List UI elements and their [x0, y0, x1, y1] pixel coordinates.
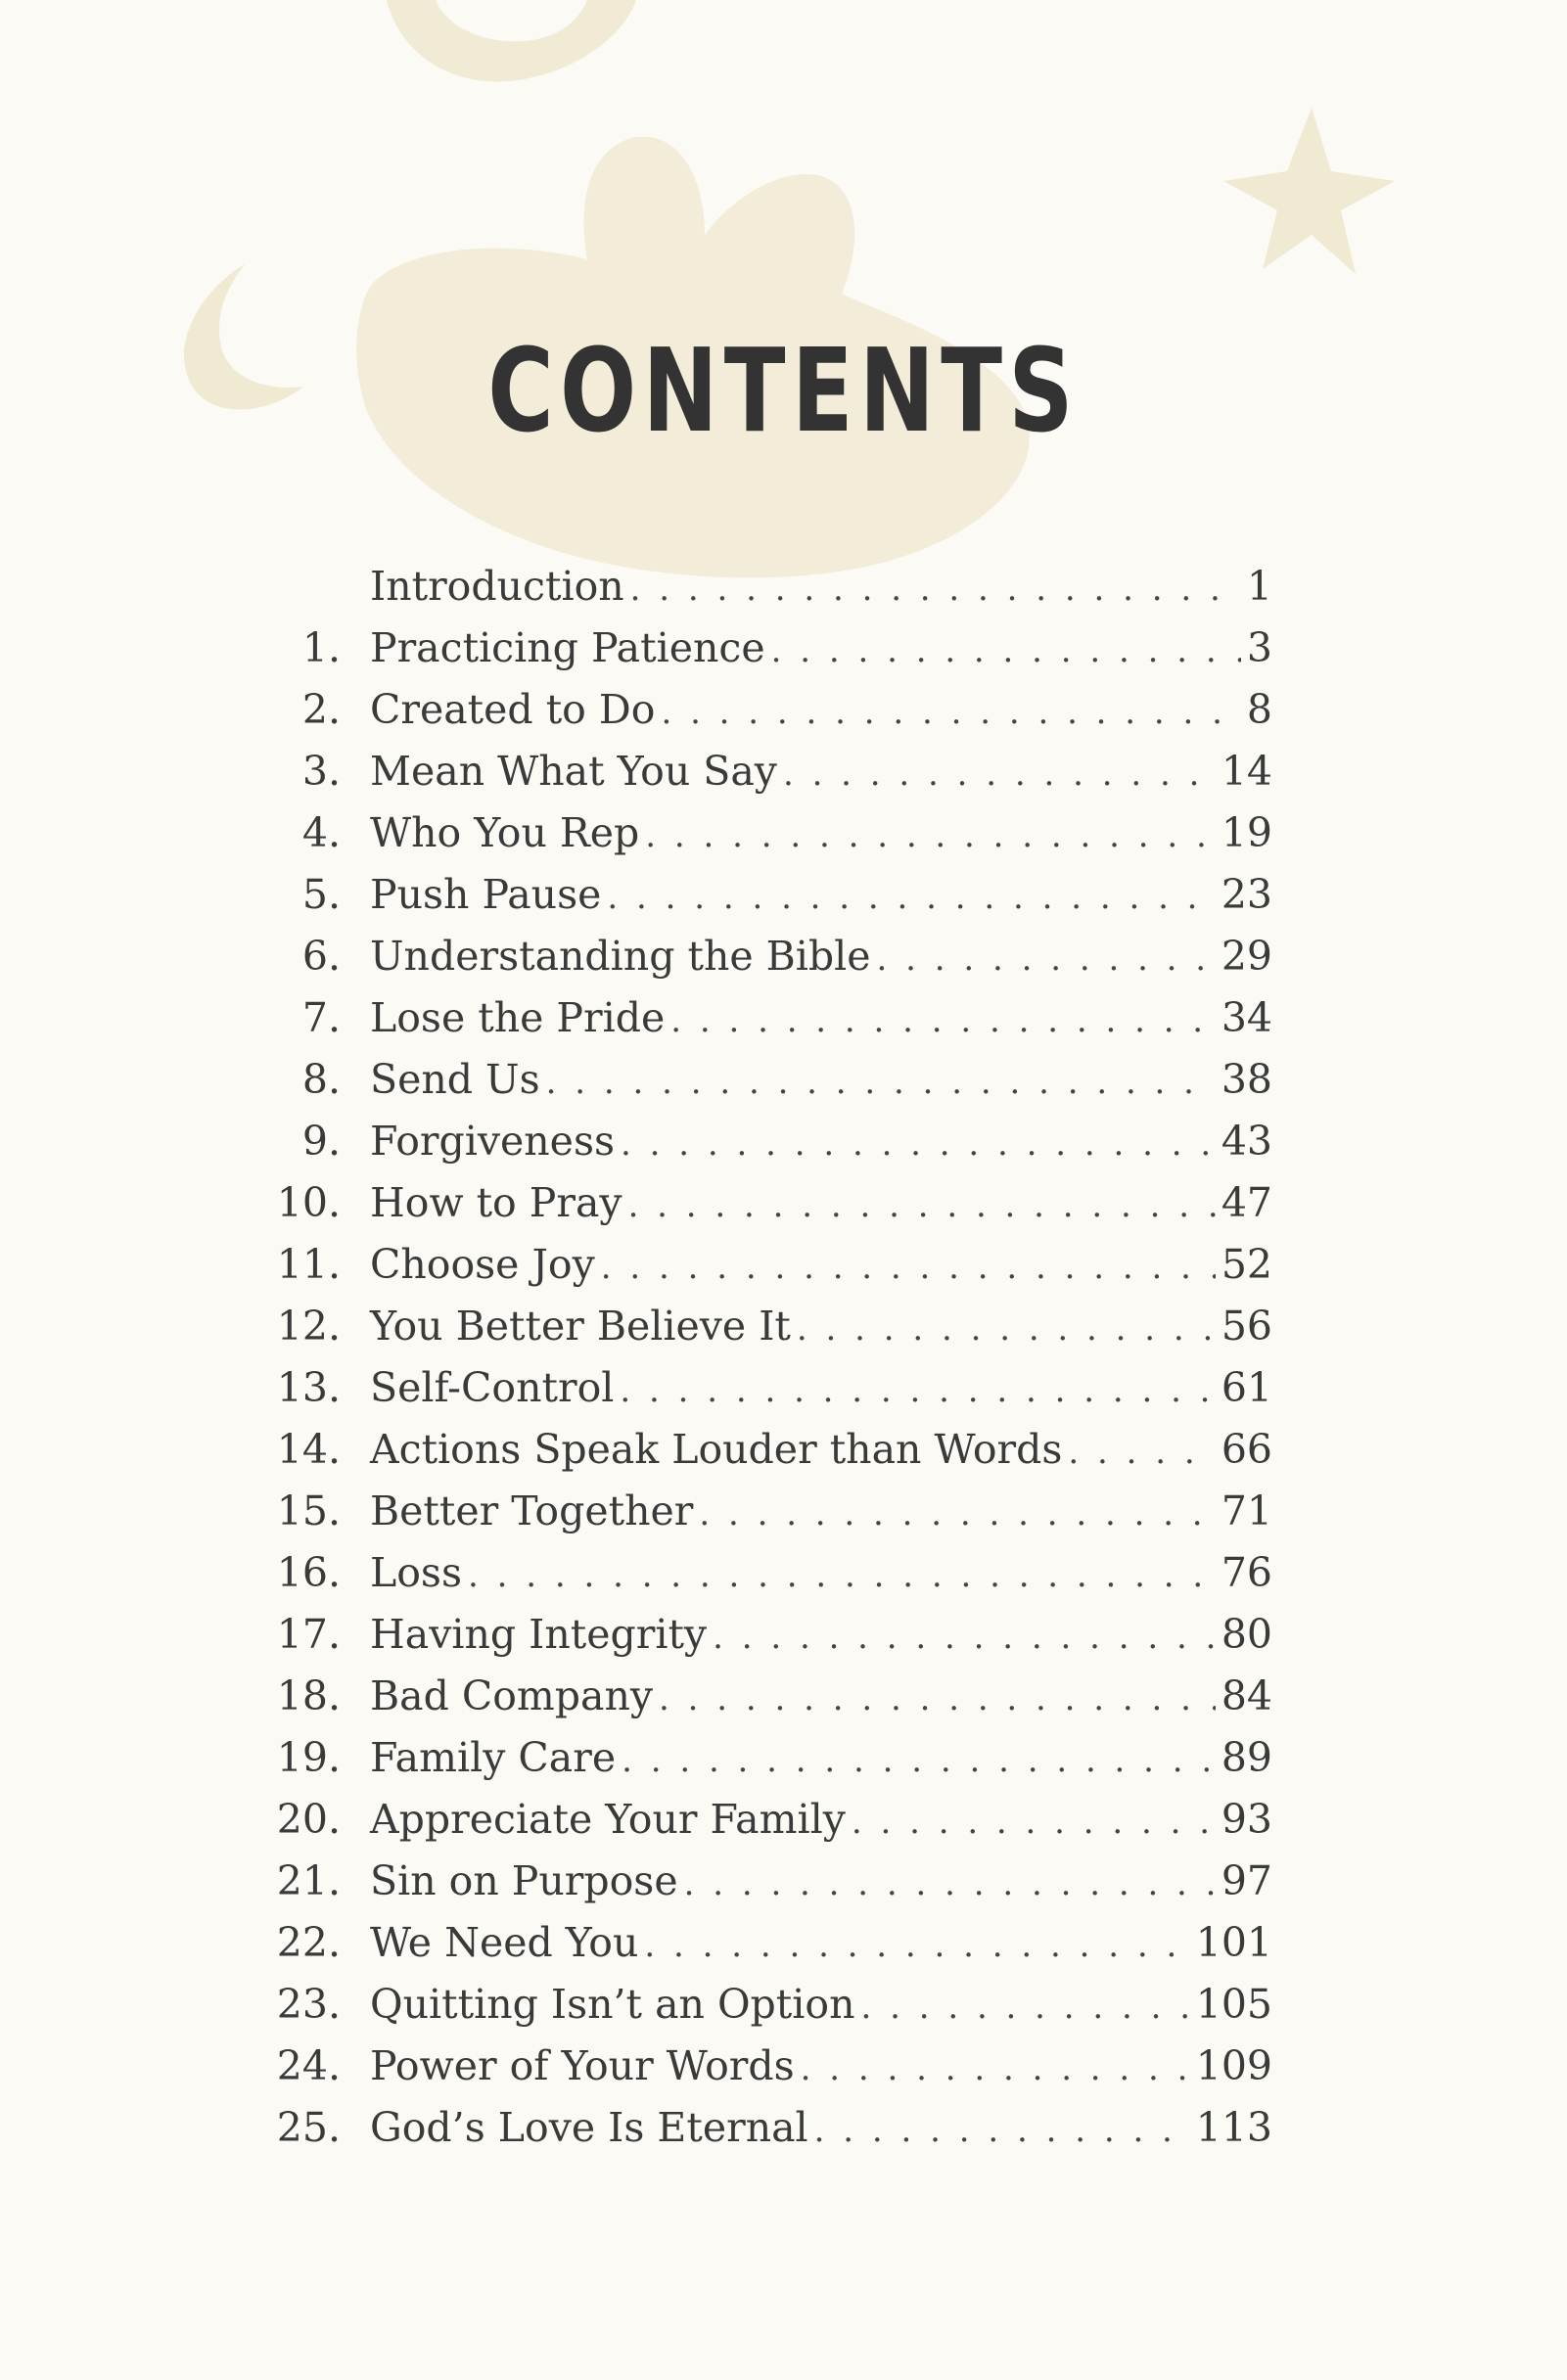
toc-entry-number: 2. [301, 686, 341, 733]
toc-entry-number: 12. [276, 1303, 341, 1350]
toc-entry-title: Appreciate Your Family [370, 1796, 846, 1843]
toc-entry-page: 101 [1195, 1919, 1272, 1966]
toc-entry [264, 1542, 1272, 1604]
toc-entry-number: 14. [276, 1426, 341, 1473]
toc-entry-title: Created to Do [370, 686, 656, 733]
dot-leader [684, 1854, 1216, 1915]
toc-entry-page: 61 [1221, 1364, 1272, 1411]
dot-leader [699, 1484, 1215, 1545]
dot-leader [630, 559, 1241, 620]
dot-leader [601, 1237, 1216, 1299]
toc-entry-number: 25. [276, 2104, 341, 2151]
toc-entry-title: Understanding the Bible [370, 933, 871, 980]
toc-entry-title: You Better Believe It [370, 1303, 791, 1350]
toc-entry-number: 20. [276, 1796, 341, 1843]
dot-leader [621, 1114, 1216, 1175]
ring-shape-icon [387, 0, 636, 81]
toc-entry [264, 2036, 1272, 2097]
toc-entry-number: 18. [276, 1672, 341, 1719]
toc-entry [264, 1912, 1272, 1974]
toc-entry [264, 556, 1272, 618]
toc-entry-title: God’s Love Is Eternal [370, 2104, 808, 2151]
toc-entry-title: Practicing Patience [370, 624, 765, 671]
dot-leader [713, 1607, 1216, 1669]
toc-entry-page: 80 [1221, 1611, 1272, 1658]
toc-entry-title: Forgiveness [370, 1118, 616, 1165]
dot-leader [877, 929, 1216, 990]
toc-entry-number: 24. [276, 2042, 341, 2089]
toc-entry-title: Send Us [370, 1056, 540, 1103]
toc-entry-number: 1. [301, 624, 341, 671]
toc-entry-title: How to Pray [370, 1179, 622, 1226]
toc-entry [264, 926, 1272, 987]
toc-entry [264, 1851, 1272, 1912]
dot-leader [852, 1792, 1216, 1854]
toc-entry-title: Bad Company [370, 1672, 654, 1719]
toc-entry [264, 1296, 1272, 1357]
toc-entry-title: Actions Speak Louder than Words [370, 1426, 1063, 1473]
toc-entry-number: 3. [301, 748, 341, 795]
toc-entry-number: 19. [276, 1734, 341, 1781]
toc-entry [264, 1789, 1272, 1851]
toc-entry-page: 66 [1221, 1426, 1272, 1473]
toc-entry-page: 38 [1221, 1056, 1272, 1103]
toc-entry-number: 5. [301, 871, 341, 918]
toc-entry-title: We Need You [370, 1919, 639, 1966]
toc-entry-page: 23 [1221, 871, 1272, 918]
toc-entry-number: 8. [301, 1056, 341, 1103]
toc-entry [264, 864, 1272, 926]
dot-leader [620, 1360, 1215, 1422]
toc-entry [264, 1049, 1272, 1111]
toc-entry-page: 29 [1221, 933, 1272, 980]
toc-entry-page: 93 [1221, 1796, 1272, 1843]
toc-entry-page: 109 [1195, 2042, 1272, 2089]
toc-entry [264, 741, 1272, 802]
toc-entry [264, 802, 1272, 864]
toc-entry [264, 1727, 1272, 1789]
dot-leader [659, 1669, 1216, 1730]
dot-leader [670, 990, 1216, 1052]
toc-entry-page: 52 [1221, 1241, 1272, 1288]
dot-leader [814, 2100, 1190, 2162]
toc-entry [264, 1419, 1272, 1481]
toc-entry-page: 14 [1221, 748, 1272, 795]
toc-entry [264, 1974, 1272, 2036]
toc-entry-number: 11. [276, 1241, 341, 1288]
toc-entry [264, 679, 1272, 741]
dot-leader [546, 1052, 1216, 1114]
toc-entry-number: 16. [276, 1549, 341, 1596]
toc-entry-page: 84 [1221, 1672, 1272, 1719]
toc-entry-page: 97 [1221, 1857, 1272, 1904]
toc-entry-page: 1 [1246, 563, 1272, 610]
toc-entry [264, 1111, 1272, 1172]
toc-entry-number: 9. [301, 1118, 341, 1165]
toc-entry [264, 1604, 1272, 1666]
dot-leader [628, 1175, 1216, 1237]
page-title: CONTENTS [487, 323, 1080, 458]
dot-leader [1068, 1422, 1215, 1484]
toc-entry-page: 34 [1221, 994, 1272, 1041]
toc-entry-title: Quitting Isn’t an Option [370, 1981, 855, 2028]
toc-entry-number: 23. [276, 1981, 341, 2028]
toc-entry [264, 1666, 1272, 1727]
dot-leader [860, 1977, 1189, 2038]
toc-entry-title: Lose the Pride [370, 994, 666, 1041]
dot-leader [797, 1299, 1216, 1360]
toc-entry [264, 1357, 1272, 1419]
table-of-contents [264, 556, 1272, 2159]
toc-entry-page: 3 [1246, 624, 1272, 671]
toc-entry-title: Sin on Purpose [370, 1857, 678, 1904]
toc-entry [264, 2097, 1272, 2159]
dot-leader [644, 1915, 1189, 1977]
toc-entry-title: Family Care [370, 1734, 617, 1781]
toc-entry [264, 1172, 1272, 1234]
toc-entry-page: 105 [1195, 1981, 1272, 2028]
toc-entry [264, 1234, 1272, 1296]
dot-leader [645, 805, 1216, 867]
toc-entry-page: 43 [1221, 1118, 1272, 1165]
toc-entry-page: 71 [1221, 1488, 1272, 1534]
toc-entry-page: 8 [1246, 686, 1272, 733]
toc-entry-number: 10. [276, 1179, 341, 1226]
toc-entry-title: Push Pause [370, 871, 602, 918]
toc-entry-page: 113 [1195, 2104, 1272, 2151]
dot-leader [783, 744, 1216, 805]
dot-leader [661, 682, 1240, 744]
toc-entry-page: 19 [1221, 809, 1272, 856]
toc-entry-number: 22. [276, 1919, 341, 1966]
toc-entry-page: 56 [1221, 1303, 1272, 1350]
toc-entry-title: Choose Joy [370, 1241, 595, 1288]
toc-entry [264, 987, 1272, 1049]
toc-entry-number: 17. [276, 1611, 341, 1658]
dot-leader [622, 1730, 1216, 1792]
dot-leader [801, 2038, 1190, 2100]
star-icon [1223, 108, 1395, 274]
toc-entry-title: Better Together [370, 1488, 694, 1534]
toc-entry-title: Mean What You Say [370, 748, 777, 795]
toc-entry-title: Self-Control [370, 1364, 615, 1411]
toc-entry-number: 6. [301, 933, 341, 980]
toc-entry-number: 7. [301, 994, 341, 1041]
toc-entry-page: 89 [1221, 1734, 1272, 1781]
toc-entry-title: Who You Rep [370, 809, 640, 856]
toc-entry-number: 4. [301, 809, 341, 856]
toc-entry-number: 13. [276, 1364, 341, 1411]
toc-entry-title: Having Integrity [370, 1611, 708, 1658]
toc-entry-title: Introduction [370, 563, 624, 610]
toc-entry [264, 1481, 1272, 1542]
toc-entry-page: 76 [1221, 1549, 1272, 1596]
toc-entry-number: 15. [276, 1488, 341, 1534]
toc-entry [264, 618, 1272, 679]
dot-leader [468, 1545, 1216, 1607]
toc-entry-title: Power of Your Words [370, 2042, 795, 2089]
toc-entry-number: 21. [276, 1857, 341, 1904]
dot-leader [771, 620, 1241, 682]
toc-entry-page: 47 [1221, 1179, 1272, 1226]
toc-entry-title: Loss [370, 1549, 462, 1596]
dot-leader [607, 867, 1215, 929]
